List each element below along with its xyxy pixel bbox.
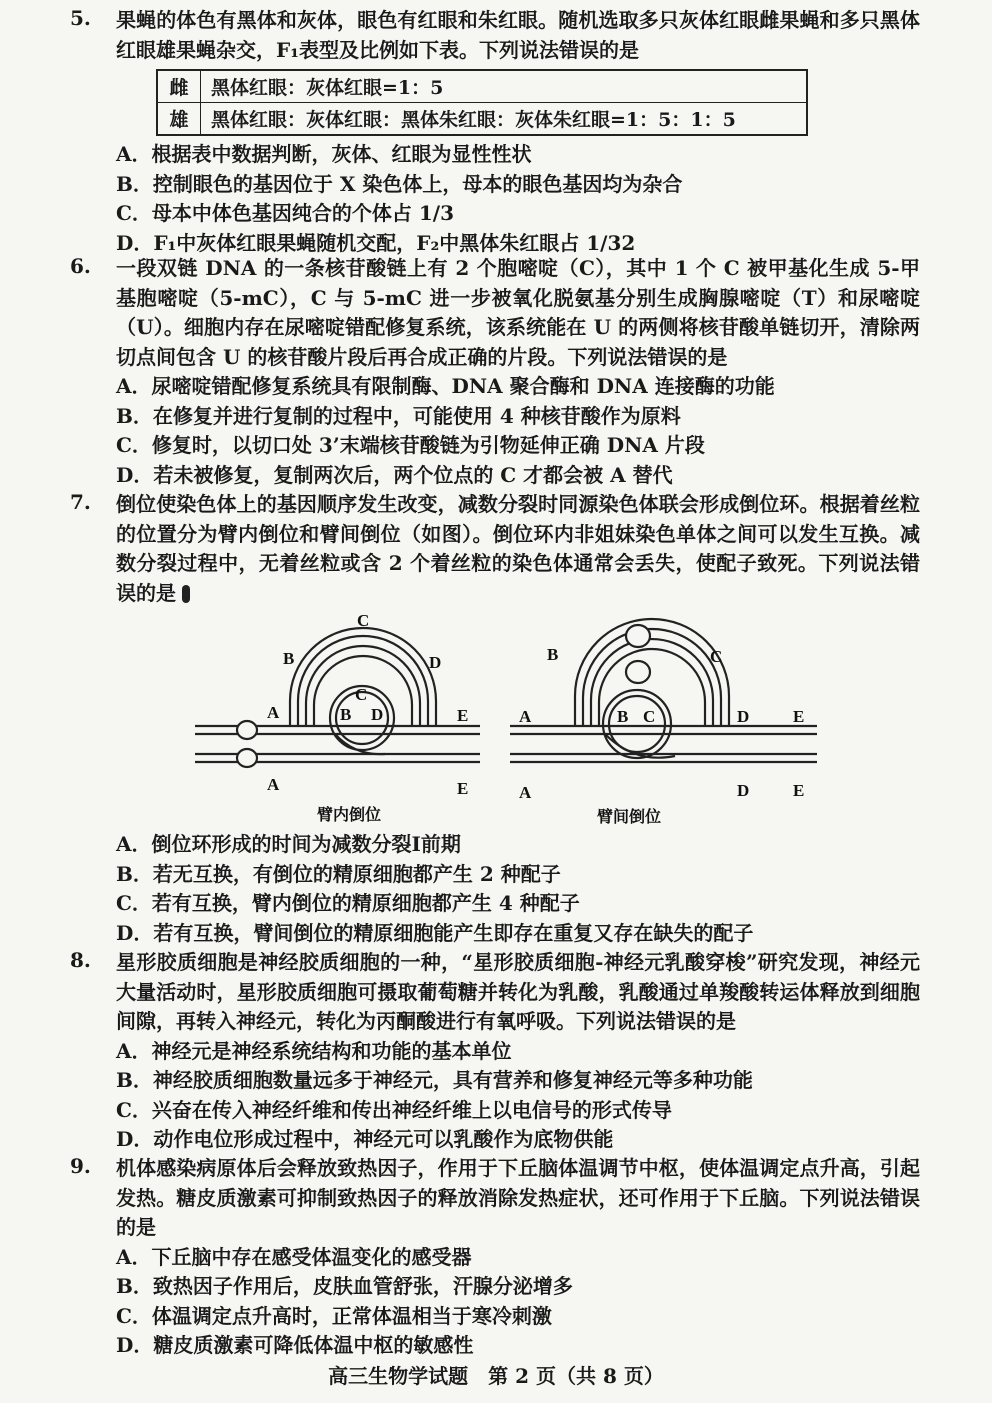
- option-d: D．F₁中灰体红眼果蝇随机交配，F₂中黑体朱红眼占 1/32: [116, 230, 636, 255]
- question-7-options: [70, 830, 920, 948]
- question-number: 8.: [70, 948, 91, 972]
- question-9: [70, 1154, 920, 1361]
- label-d: D: [737, 707, 750, 726]
- label-a: A: [519, 707, 532, 726]
- question-stem: [116, 490, 920, 608]
- f1-ratio-table: [156, 69, 808, 136]
- table-row: [157, 70, 807, 103]
- label-e: E: [457, 706, 469, 725]
- question-stem-text: 倒位使染色体上的基因顺序发生改变，减数分裂时同源染色体联会形成倒位环。根据着丝粒的位置分为臂内倒位和臂间倒位（如图）。倒位环内非姐妹染色单体之间可以发生互换。减数分裂过程中，无着丝粒或含 2 个着丝粒的染色体通常会丢失，使配子致死。下列说法错误的是: [116, 492, 920, 605]
- label-d: D: [429, 653, 442, 672]
- table-cell-ratio: 黑体红眼：灰体红眼=1：5: [201, 70, 808, 103]
- option-b: B．在修复并进行复制的过程中，可能使用 4 种核苷酸作为原料: [116, 403, 681, 428]
- question-number: 7.: [70, 490, 91, 514]
- label-e: E: [793, 707, 805, 726]
- option-c: C．母本中体色基因纯合的个体占 1/3: [116, 201, 455, 225]
- question-number: 5.: [70, 6, 91, 30]
- option-c: C．若有互换，臂内倒位的精原细胞都产生 4 种配子: [116, 891, 580, 915]
- label-a: A: [267, 775, 280, 794]
- option-b: B．控制眼色的基因位于 X 染色体上，母本的眼色基因均为杂合: [116, 171, 683, 196]
- option-a: A．尿嘧啶错配修复系统具有限制酶、DNA 聚合酶和 DNA 连接酶的功能: [116, 374, 775, 398]
- table-cell-sex: 雄: [157, 103, 201, 136]
- label-e: E: [793, 781, 805, 800]
- option-b: B．神经胶质细胞数量远多于神经元，具有营养和修复神经元等多种功能: [116, 1068, 753, 1092]
- label-b: B: [547, 645, 559, 664]
- label-c: C: [643, 707, 656, 726]
- question-number: 9.: [70, 1154, 91, 1178]
- label-d: D: [737, 781, 750, 800]
- option-d: D．动作电位形成过程中，神经元可以乳酸作为底物供能: [116, 1127, 614, 1151]
- paracentric-inversion-diagram: [195, 628, 480, 767]
- option-c: C．修复时，以切口处 3’末端核苷酸链为引物延伸正确 DNA 片段: [116, 433, 705, 457]
- caption-paracentric: 臂内倒位: [317, 805, 382, 824]
- option-c: C．兴奋在传入神经纤维和传出神经纤维上以电信号的形式传导: [116, 1097, 672, 1122]
- label-d: D: [371, 705, 384, 724]
- question-stem: 果蝇的体色有黑体和灰体，眼色有红眼和朱红眼。随机选取多只灰体红眼雌果蝇和多只黑体红眼雄果蝇杂交，F₁表型及比例如下表。下列说法错误的是: [116, 8, 920, 62]
- label-e: E: [457, 779, 469, 798]
- question-6: [70, 254, 920, 490]
- label-c: C: [355, 685, 368, 704]
- option-d: D．若有互换，臂间倒位的精原细胞能产生即存在重复又存在缺失的配子: [116, 920, 754, 945]
- option-d: D．若未被修复，复制两次后，两个位点的 C 才都会被 A 替代: [116, 462, 673, 487]
- option-a: A．根据表中数据判断，灰体、红眼为显性性状: [116, 142, 532, 166]
- label-b: B: [617, 707, 629, 726]
- option-c: C．体温调定点升高时，正常体温相当于寒冷刺激: [116, 1303, 552, 1328]
- label-c: C: [710, 647, 723, 666]
- option-a: A．神经元是神经系统结构和功能的基本单位: [116, 1038, 512, 1063]
- page-footer: 高三生物学试题 第 2 页（共 8 页）: [328, 1364, 664, 1388]
- label-c: C: [357, 611, 370, 630]
- pen-mark-icon: [182, 585, 190, 603]
- option-b: B．若无互换，有倒位的精原细胞都产生 2 种配子: [116, 861, 561, 886]
- question-7: [70, 490, 920, 608]
- option-a: A．下丘脑中存在感受体温变化的感受器: [116, 1244, 472, 1269]
- question-number: 6.: [70, 254, 91, 278]
- option-b: B．致热因子作用后，皮肤血管舒张，汗腺分泌增多: [116, 1274, 573, 1298]
- caption-pericentric: 臂间倒位: [597, 807, 662, 826]
- label-b: B: [340, 705, 352, 724]
- label-a: A: [267, 703, 280, 722]
- table-cell-sex: 雌: [157, 70, 201, 103]
- question-8: [70, 948, 920, 1155]
- option-d: D．糖皮质激素可降低体温中枢的敏感性: [116, 1333, 474, 1357]
- option-a: A．倒位环形成的时间为减数分裂Ⅰ前期: [116, 832, 461, 856]
- pericentric-inversion-diagram: [510, 619, 817, 762]
- question-stem: 一段双链 DNA 的一条核苷酸链上有 2 个胞嘧啶（C），其中 1 个 C 被甲基化生成 5-甲基胞嘧啶（5-mC），C 与 5-mC 进一步被氧化脱氨基分别生成胸腺嘧啶（T）和尿嘧啶（U）。细胞内存在尿嘧啶错配修复系统，该系统能在 U 的两侧将核苷酸单链切开，清除两切点间包含 U 的核苷酸片段后再合成正确的片段。下列说法错误的是: [116, 256, 920, 369]
- question-stem: 机体感染病原体后会释放致热因子，作用于下丘脑体温调节中枢，使体温调定点升高，引起发热。糖皮质激素可抑制致热因子的释放消除发热症状，还可作用于下丘脑。下列说法错误的是: [116, 1156, 920, 1239]
- label-b: B: [283, 649, 295, 668]
- table-cell-ratio: 黑体红眼：灰体红眼：黑体朱红眼：灰体朱红眼=1：5：1：5: [201, 103, 808, 136]
- inversion-loop-figure: [185, 606, 825, 832]
- table-row: [157, 103, 807, 136]
- question-5: [70, 6, 920, 258]
- label-a: A: [519, 783, 532, 802]
- question-stem: 星形胶质细胞是神经胶质细胞的一种，“星形胶质细胞-神经元乳酸穿梭”研究发现，神经元大量活动时，星形胶质细胞可摄取葡萄糖并转化为乳酸，乳酸通过单羧酸转运体释放到细胞间隙，再转入神经元，转化为丙酮酸进行有氧呼吸。下列说法错误的是: [116, 950, 920, 1033]
